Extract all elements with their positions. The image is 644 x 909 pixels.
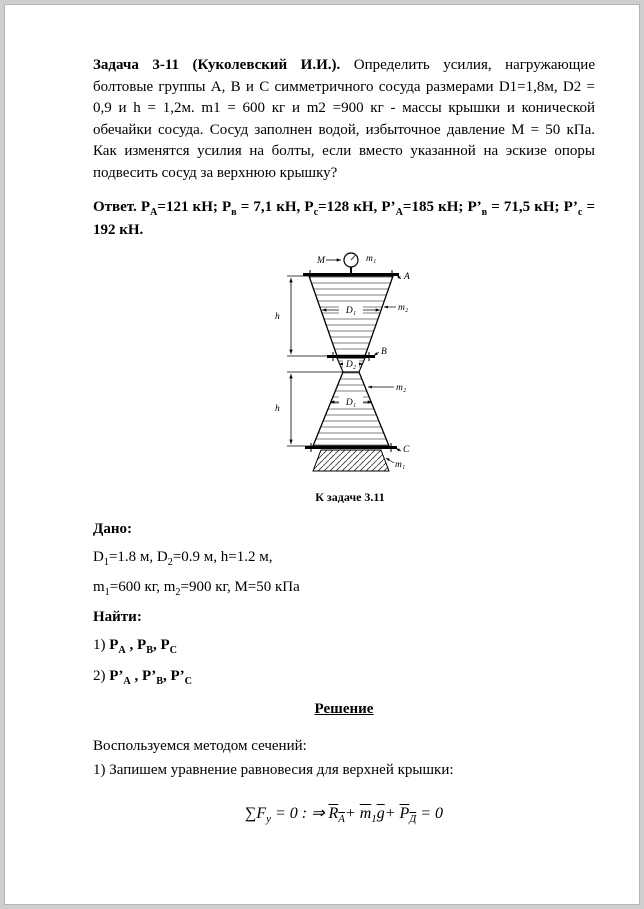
text-part: А [118, 645, 126, 657]
solution-line-2: 1) Запишем уравнение равновесия для верхней крышки: [93, 761, 454, 778]
text-part: =121 кН; Р [157, 198, 232, 215]
text-part: D [93, 548, 104, 565]
label-gauge: М [316, 255, 325, 266]
answer-line [93, 197, 595, 242]
problem-title: Задача 3-11 (Куколевский И.И.). [93, 57, 341, 73]
label-a: A [403, 271, 410, 282]
given-section [93, 519, 595, 689]
figure [245, 250, 455, 505]
label-m2-lower: m₂ [395, 382, 406, 393]
label-h-upper: h [274, 311, 280, 322]
text-part: 1 [103, 556, 109, 568]
text-part: В [156, 675, 163, 687]
text-part: с [313, 206, 319, 218]
text-part: А [395, 206, 403, 218]
text-part: Р’ [109, 667, 124, 684]
find-item-2-prefix: 2) [93, 667, 110, 684]
find-item-1-text [109, 637, 178, 657]
text-part: А [150, 206, 158, 218]
text-part: Р [109, 637, 119, 654]
text-part: А [123, 675, 131, 687]
label-b: B [380, 346, 387, 357]
text-part: , Р [153, 637, 170, 654]
lower-cone [313, 372, 389, 446]
solution-heading: Решение [314, 700, 374, 717]
text-part: = 71,5 кН; Р’ [487, 198, 578, 215]
find-item-1-prefix: 1) [93, 637, 110, 654]
text-part: 2 [167, 556, 173, 568]
problem-text: Определить усилия, нагружающие болтовые группы А, В и С симметричного сосуда размерами D1=1,8м, D2 = 0,9 и h = 1,2м. m1 = 600 кг и m2 =900 кг - массы крышки и конической обечайки сосуда. Сосуд заполнен водой, избыточное давление М = 50 кПа. Как изменятся усилия на болты, если вместо указанной на эскизе опоры подвесить сосуд за верхнюю крышку? [93, 57, 595, 181]
document-page [4, 4, 640, 905]
label-m1-bottom: m₁ [394, 459, 405, 470]
vessel-diagram [263, 250, 438, 485]
text-part: =0.9 м, h=1.2 м, [172, 548, 273, 565]
text-part: = 192 кН. [93, 198, 595, 239]
equilibrium-equation: $\sum F_y = 0$ : ⇒ $R_А+ \overline{m}_1\overline{g}+ P_Д = 0$ [244, 804, 444, 826]
text-part: , Р [125, 637, 147, 654]
text-part: = 7,1 кН, Р [236, 198, 314, 215]
given-label: Дано: [93, 520, 132, 537]
find-label: Найти: [93, 609, 142, 626]
problem-statement [93, 55, 595, 185]
text-part: 1 [104, 587, 110, 599]
text-part: Ответ. Р [93, 198, 151, 215]
text-part: =600 кг, m [109, 579, 176, 596]
solution-line-1: Воспользуемся методом сечений: [93, 737, 307, 754]
text-part: , Р’ [163, 667, 185, 684]
answer-text [93, 199, 595, 239]
text-part: , Р’ [130, 667, 157, 684]
solution-section [93, 736, 595, 781]
text-part: m [93, 579, 105, 596]
label-m2-upper: m₂ [397, 302, 408, 313]
support-hatch [313, 450, 389, 471]
vector-ra: $R_А$ [328, 804, 345, 826]
text-part: =185 кН; Р’ [402, 198, 482, 215]
vector-g: $\overline{g}$ [376, 804, 385, 822]
text-part: в [231, 206, 237, 218]
figure-caption: К задаче 3.11 [315, 489, 385, 504]
text-part: =1.8 м, D [108, 548, 168, 565]
find-item-1 [93, 635, 595, 658]
vector-pd: $P_Д$ [399, 804, 417, 826]
given-line-1-text [93, 548, 273, 568]
label-d1-lower: D₁ [345, 397, 356, 408]
text-part: С [184, 675, 193, 687]
label-h-lower: h [274, 403, 280, 414]
text-part: в [481, 206, 488, 218]
given-line-2-text [93, 579, 300, 599]
given-line-2 [93, 577, 595, 600]
label-d1-upper: D₁ [345, 305, 356, 316]
text-part: с [577, 206, 583, 218]
given-line-1 [93, 547, 595, 570]
text-part: =900 кг, М=50 кПа [180, 579, 300, 596]
find-item-2-text [109, 667, 193, 687]
text-part: 2 [175, 587, 181, 599]
label-d2: D₂ [345, 359, 356, 370]
upper-cone [309, 276, 393, 356]
text-part: С [169, 645, 178, 657]
text-part: =128 кН, Р’ [318, 198, 396, 215]
label-c: C [402, 444, 409, 455]
find-item-2 [93, 666, 595, 689]
text-part: В [146, 645, 153, 657]
label-m1-top: m₁ [365, 253, 376, 264]
